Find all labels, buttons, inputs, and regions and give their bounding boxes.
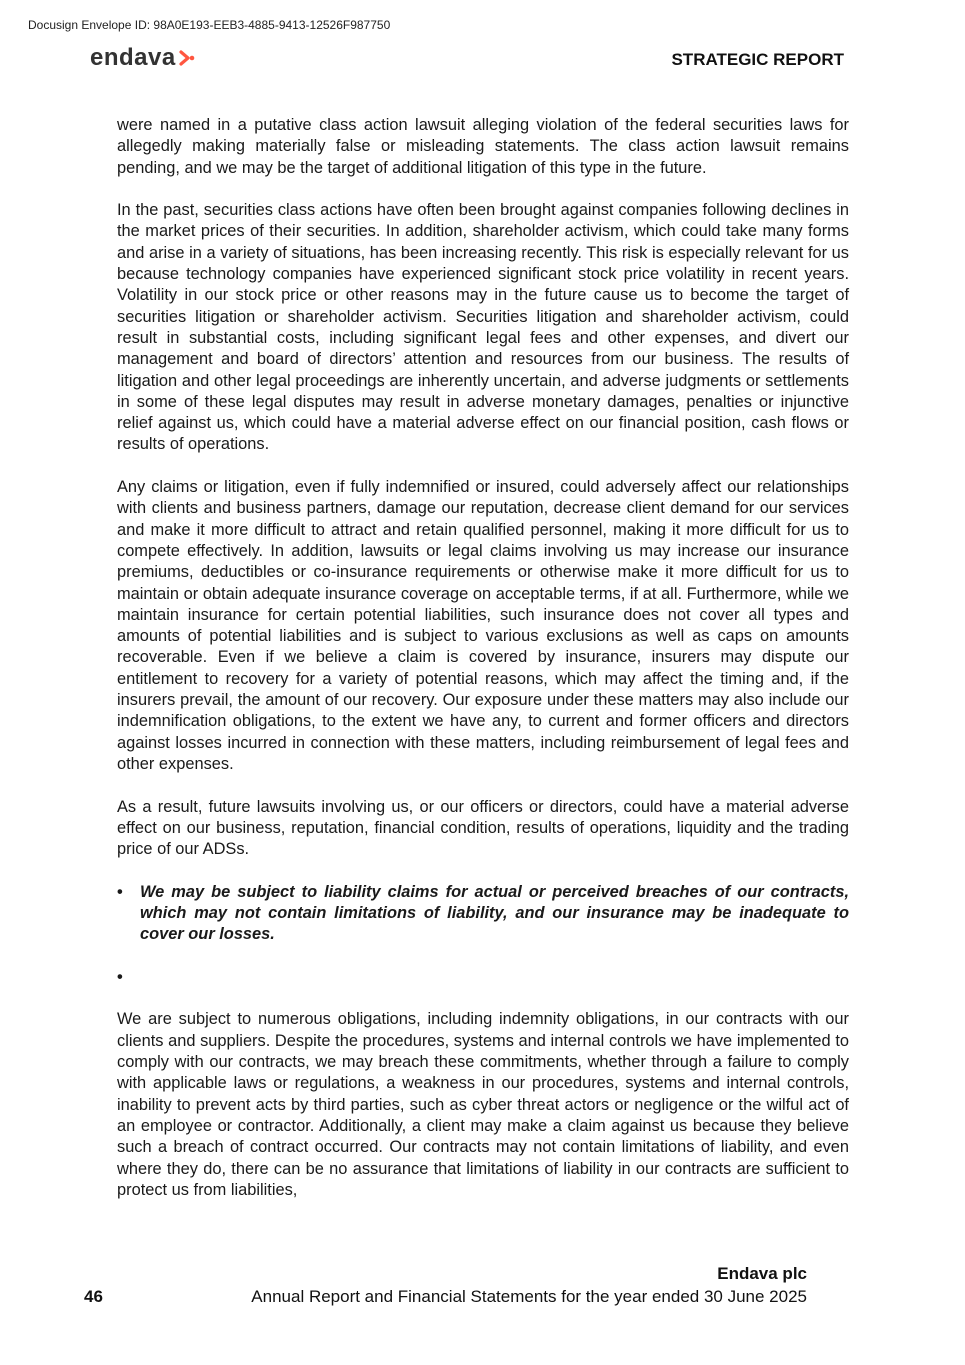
paragraph: Any claims or litigation, even if fully indemnified or insured, could adversely affect our relationships with clients and business partners, damage our reputation, decrease client demand for our services and make it more difficult to attract and retain qualified personnel, making it more difficult for us to compete effectively. In addition, lawsuits or legal claims involving us may increase our insurance premiums, deductibles or co-insurance requirements or otherwise make it more difficult for us to maintain or obtain adequate insurance coverage on acceptable terms, if at all. Furthermore, while we maintain insurance for certain potential liabilities, such insurance does not cover all types and amounts of potential liabilities and is subject to various exclusions as well as caps on amounts recoverable. Even if we believe a claim is covered by insurance, insurers may dispute our entitlement to recovery for a variety of potential reasons, which may affect the timing and, if the insurers prevail, the amount of our recovery. Our exposure under these matters may also include our indemnification obligations, to the extent we have any, to current and former officers and directors against losses incurred in connection with these matters, including reimbursement of legal fees and other expenses.: [117, 478, 849, 773]
bullet-marker: •: [117, 967, 123, 986]
paragraph: As a result, future lawsuits involving us, or our officers or directors, could have a material adverse effect on our business, reputation, financial condition, results of operations, liquidity and the trading price of our ADSs.: [117, 797, 849, 859]
footer-report-title: Annual Report and Financial Statements for the year ended 30 June 2025: [251, 1287, 807, 1306]
empty-bullet: [117, 967, 849, 988]
endava-logo: [90, 44, 195, 72]
report-body: [117, 115, 849, 1222]
paragraph: were named in a putative class action lawsuit alleging violation of the federal securities laws for allegedly making materially false or misleading statements. The class action lawsuit remains pending, and we may be the target of additional litigation of this type in the future.: [117, 116, 849, 177]
bullet-marker: •: [117, 882, 123, 901]
risk-heading: We may be subject to liability claims for actual or perceived breaches of our contracts, which may not contain limitations of liability, and our insurance may be inadequate to cover our losses.: [140, 882, 849, 944]
logo-text: endava: [90, 44, 176, 71]
paragraph: We are subject to numerous obligations, including indemnity obligations, in our contracts with our clients and suppliers. Despite the procedures, systems and internal controls we have implemented to comply with our contracts, we may breach these commitments, whether through a failure to comply with applicable laws or regulations, a weakness in our procedures, systems and internal controls, inability to prevent acts by third parties, such as cyber threat actors or negligence or the wilful act of an employee or contractor. Additionally, a client may make a claim against us because they believe such a breach of contract occurred. Our contracts may not contain limitations of liability, and even where they do, there can be no assurance that limitations of liability in our contracts are sufficient to protect us from liabilities,: [117, 1010, 849, 1199]
section-title: STRATEGIC REPORT: [671, 50, 844, 69]
risk-heading-bullet: [117, 882, 849, 946]
paragraph: In the past, securities class actions have often been brought against companies following declines in the market prices of their securities. In addition, shareholder activism, which could take many forms and arise in a variety of situations, has been increasing recently. This risk is especially relevant for us because technology companies have experienced significant stock price volatility in recent years. Volatility in our stock price or other reasons may in the future cause us to become the target of securities litigation or shareholder activism. Securities litigation and shareholder activism, could result in substantial costs, including significant legal fees and other expenses, and divert our management and board of directors’ attention and resources from our business. The results of litigation and other legal proceedings are inherently uncertain, and adverse judgments or settlements in some of these legal disputes may result in adverse monetary damages, penalties or injunctive relief against us, which could have a material adverse effect on our financial position, cash flows or results of operations.: [117, 201, 849, 454]
page-number: 46: [84, 1287, 103, 1306]
endava-mark-icon: [179, 50, 195, 66]
docusign-envelope-id: Docusign Envelope ID: 98A0E193-EEB3-4885-9413-12526F987750: [28, 18, 391, 32]
footer-company: Endava plc: [717, 1264, 807, 1283]
